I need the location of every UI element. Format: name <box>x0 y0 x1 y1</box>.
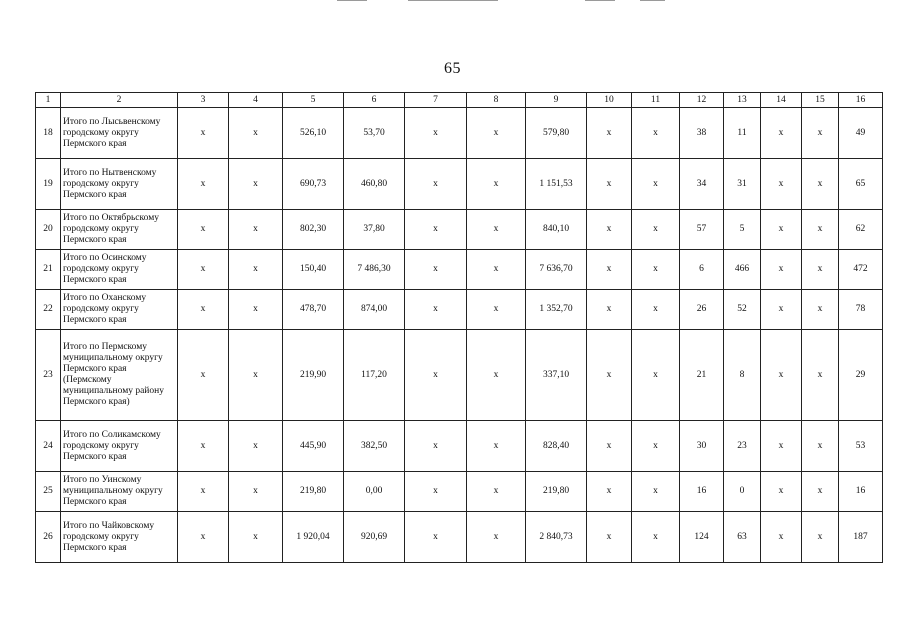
page-number: 65 <box>444 60 461 77</box>
value-cell: х <box>467 159 526 210</box>
value-cell: х <box>405 472 467 512</box>
value-cell: х <box>587 159 632 210</box>
value-cell: 2 840,73 <box>526 512 587 563</box>
value-cell: 828,40 <box>526 421 587 472</box>
value-cell: 920,69 <box>344 512 405 563</box>
value-cell: х <box>761 159 802 210</box>
municipality-name-cell: Итого по Октябрьскому городскому округу Пермского края <box>61 210 178 250</box>
value-cell: х <box>802 330 839 421</box>
value-cell: 472 <box>839 250 883 290</box>
column-header: 15 <box>802 93 839 108</box>
value-cell: х <box>587 330 632 421</box>
value-cell: х <box>467 250 526 290</box>
value-cell: 23 <box>724 421 761 472</box>
value-cell: х <box>229 512 283 563</box>
column-header: 8 <box>467 93 526 108</box>
municipality-name-cell: Итого по Соликамскому городскому округу Пермского края <box>61 421 178 472</box>
value-cell: х <box>467 472 526 512</box>
value-cell: 0,00 <box>344 472 405 512</box>
value-cell: х <box>467 330 526 421</box>
value-cell: х <box>229 159 283 210</box>
value-cell: 5 <box>724 210 761 250</box>
value-cell: х <box>229 472 283 512</box>
table-row <box>36 290 883 330</box>
value-cell: х <box>802 512 839 563</box>
column-header: 14 <box>761 93 802 108</box>
value-cell: х <box>178 512 229 563</box>
row-number-cell: 20 <box>36 210 61 250</box>
column-header: 4 <box>229 93 283 108</box>
value-cell: 117,20 <box>344 330 405 421</box>
value-cell: х <box>229 250 283 290</box>
value-cell: х <box>632 108 680 159</box>
table-row <box>36 108 883 159</box>
value-cell: 445,90 <box>283 421 344 472</box>
value-cell: 0 <box>724 472 761 512</box>
value-cell: х <box>178 472 229 512</box>
value-cell: х <box>178 210 229 250</box>
value-cell: 6 <box>680 250 724 290</box>
column-header: 3 <box>178 93 229 108</box>
value-cell: х <box>405 330 467 421</box>
value-cell: х <box>761 472 802 512</box>
table-row <box>36 421 883 472</box>
value-cell: 1 920,04 <box>283 512 344 563</box>
municipality-name-cell: Итого по Оханскому городскому округу Пермского края <box>61 290 178 330</box>
value-cell: 690,73 <box>283 159 344 210</box>
municipality-name-cell: Итого по Лысьвенскому городскому округу Пермского края <box>61 108 178 159</box>
scan-edge-line <box>585 0 615 1</box>
column-header: 11 <box>632 93 680 108</box>
value-cell: х <box>587 250 632 290</box>
value-cell: х <box>178 159 229 210</box>
table-row <box>36 512 883 563</box>
value-cell: х <box>632 159 680 210</box>
value-cell: х <box>802 108 839 159</box>
value-cell: 62 <box>839 210 883 250</box>
value-cell: х <box>405 108 467 159</box>
value-cell: х <box>802 290 839 330</box>
data-table <box>35 92 883 563</box>
value-cell: 579,80 <box>526 108 587 159</box>
value-cell: 30 <box>680 421 724 472</box>
row-number-cell: 23 <box>36 330 61 421</box>
table-row <box>36 250 883 290</box>
value-cell: 57 <box>680 210 724 250</box>
value-cell: 124 <box>680 512 724 563</box>
value-cell: 478,70 <box>283 290 344 330</box>
value-cell: 21 <box>680 330 724 421</box>
value-cell: х <box>178 421 229 472</box>
value-cell: 52 <box>724 290 761 330</box>
column-header: 7 <box>405 93 467 108</box>
column-header: 9 <box>526 93 587 108</box>
value-cell: 382,50 <box>344 421 405 472</box>
municipality-name-cell: Итого по Уинскому муниципальному округу Пермского края <box>61 472 178 512</box>
column-header: 6 <box>344 93 405 108</box>
column-header: 2 <box>61 93 178 108</box>
value-cell: х <box>467 210 526 250</box>
scan-edge-line <box>640 0 665 1</box>
value-cell: х <box>587 512 632 563</box>
column-header: 12 <box>680 93 724 108</box>
value-cell: х <box>405 159 467 210</box>
value-cell: 37,80 <box>344 210 405 250</box>
value-cell: 26 <box>680 290 724 330</box>
column-header: 16 <box>839 93 883 108</box>
value-cell: 150,40 <box>283 250 344 290</box>
value-cell: 31 <box>724 159 761 210</box>
value-cell: 63 <box>724 512 761 563</box>
value-cell: х <box>761 290 802 330</box>
row-number-cell: 26 <box>36 512 61 563</box>
value-cell: 29 <box>839 330 883 421</box>
value-cell: х <box>229 108 283 159</box>
value-cell: 802,30 <box>283 210 344 250</box>
value-cell: х <box>178 250 229 290</box>
value-cell: х <box>761 250 802 290</box>
scan-edge-line <box>337 0 367 1</box>
row-number-cell: 21 <box>36 250 61 290</box>
value-cell: 7 636,70 <box>526 250 587 290</box>
value-cell: х <box>405 290 467 330</box>
value-cell: х <box>802 159 839 210</box>
value-cell: х <box>802 472 839 512</box>
value-cell: 11 <box>724 108 761 159</box>
value-cell: х <box>178 108 229 159</box>
scan-edge-line <box>408 0 498 1</box>
value-cell: 16 <box>680 472 724 512</box>
value-cell: 65 <box>839 159 883 210</box>
value-cell: 8 <box>724 330 761 421</box>
value-cell: х <box>802 210 839 250</box>
value-cell: х <box>632 290 680 330</box>
value-cell: х <box>467 512 526 563</box>
row-number-cell: 18 <box>36 108 61 159</box>
value-cell: 1 151,53 <box>526 159 587 210</box>
value-cell: 7 486,30 <box>344 250 405 290</box>
value-cell: х <box>632 421 680 472</box>
value-cell: х <box>229 421 283 472</box>
table-row <box>36 472 883 512</box>
column-header: 5 <box>283 93 344 108</box>
value-cell: х <box>632 512 680 563</box>
value-cell: 840,10 <box>526 210 587 250</box>
column-header: 1 <box>36 93 61 108</box>
value-cell: х <box>587 290 632 330</box>
value-cell: х <box>761 108 802 159</box>
value-cell: 78 <box>839 290 883 330</box>
value-cell: х <box>467 421 526 472</box>
value-cell: х <box>802 250 839 290</box>
value-cell: х <box>178 330 229 421</box>
value-cell: 526,10 <box>283 108 344 159</box>
value-cell: 38 <box>680 108 724 159</box>
value-cell: х <box>405 421 467 472</box>
value-cell: 53 <box>839 421 883 472</box>
value-cell: 16 <box>839 472 883 512</box>
column-header: 13 <box>724 93 761 108</box>
value-cell: 219,80 <box>283 472 344 512</box>
municipality-name-cell: Итого по Осинскому городскому округу Пермского края <box>61 250 178 290</box>
value-cell: х <box>632 330 680 421</box>
value-cell: 219,80 <box>526 472 587 512</box>
row-number-cell: 25 <box>36 472 61 512</box>
value-cell: 337,10 <box>526 330 587 421</box>
value-cell: х <box>405 512 467 563</box>
value-cell: х <box>587 210 632 250</box>
value-cell: х <box>632 210 680 250</box>
value-cell: х <box>761 210 802 250</box>
municipality-name-cell: Итого по Чайковскому городскому округу Пермского края <box>61 512 178 563</box>
value-cell: х <box>229 210 283 250</box>
value-cell: х <box>229 330 283 421</box>
table-row <box>36 330 883 421</box>
value-cell: 460,80 <box>344 159 405 210</box>
value-cell: х <box>632 472 680 512</box>
value-cell: х <box>467 290 526 330</box>
value-cell: 466 <box>724 250 761 290</box>
municipality-name-cell: Итого по Нытвенскому городскому округу Пермского края <box>61 159 178 210</box>
value-cell: х <box>405 210 467 250</box>
header-row <box>36 93 883 108</box>
value-cell: х <box>405 250 467 290</box>
table-row <box>36 159 883 210</box>
row-number-cell: 22 <box>36 290 61 330</box>
value-cell: 34 <box>680 159 724 210</box>
value-cell: 219,90 <box>283 330 344 421</box>
value-cell: х <box>467 108 526 159</box>
value-cell: х <box>802 421 839 472</box>
value-cell: 49 <box>839 108 883 159</box>
municipality-name-cell: Итого по Пермскому муниципальному округу Пермского края (Пермскому муниципальному району Пермского края) <box>61 330 178 421</box>
value-cell: х <box>587 108 632 159</box>
row-number-cell: 24 <box>36 421 61 472</box>
value-cell: х <box>761 421 802 472</box>
value-cell: х <box>587 472 632 512</box>
column-header: 10 <box>587 93 632 108</box>
value-cell: х <box>229 290 283 330</box>
value-cell: х <box>632 250 680 290</box>
row-number-cell: 19 <box>36 159 61 210</box>
value-cell: х <box>761 330 802 421</box>
value-cell: 187 <box>839 512 883 563</box>
value-cell: 874,00 <box>344 290 405 330</box>
value-cell: х <box>178 290 229 330</box>
value-cell: 53,70 <box>344 108 405 159</box>
value-cell: х <box>587 421 632 472</box>
value-cell: 1 352,70 <box>526 290 587 330</box>
table-row <box>36 210 883 250</box>
value-cell: х <box>761 512 802 563</box>
